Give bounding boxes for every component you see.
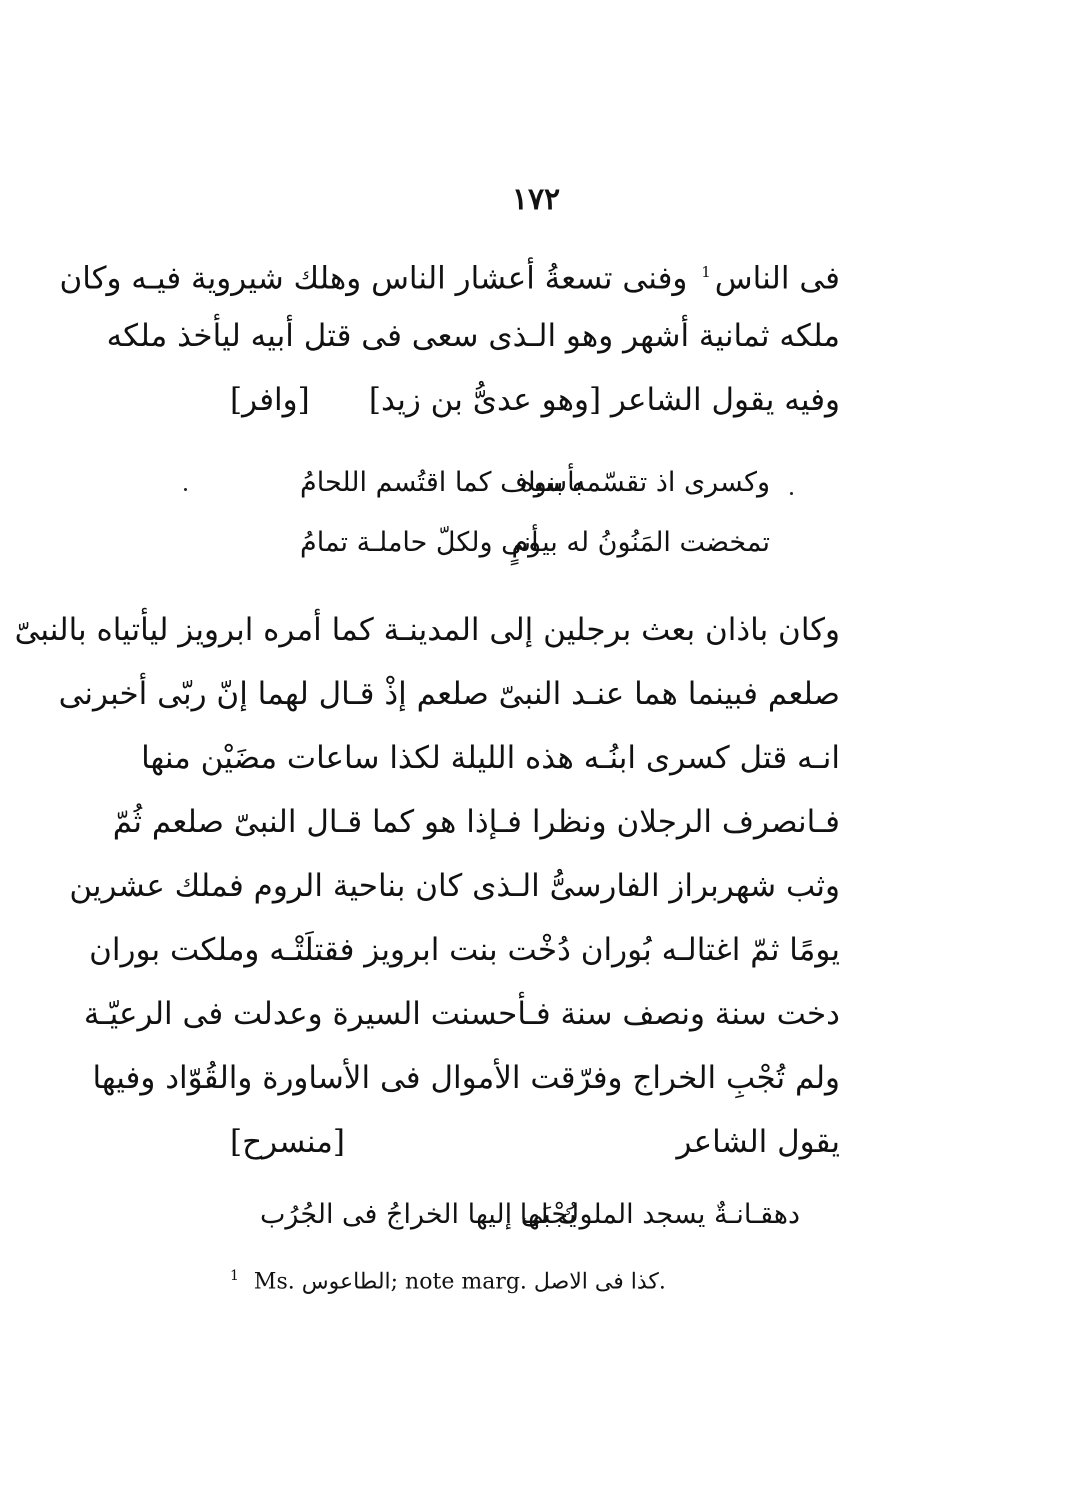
- footnote-reference: 1: [701, 263, 711, 281]
- paragraph-1-line-1: [59, 240, 840, 304]
- paragraph-2-line: وكان باذان بعث برجلين إلى المدينـة كما أمره ابرويز ليأتياه بالنبىّ: [14, 612, 840, 648]
- verse-2-first-hemistich: تمخضت المَنُونُ له بيومٍ: [511, 527, 770, 558]
- paragraph-2-line: دخت سنة ونصف سنة فـأحسنت السيرة وعدلت فى الرعيّـة: [83, 996, 840, 1032]
- paragraph-2: [14, 598, 840, 1174]
- footnote-end: .: [658, 1269, 666, 1295]
- paragraph-2-line: فـانصرف الرجلان ونظرا فـإذا هو كما قـال النبىّ صلعم ثُمّ: [112, 804, 840, 840]
- stray-mark: [790, 492, 793, 495]
- footnote-mark: 1: [230, 1268, 239, 1284]
- paragraph-2-line: يومًا ثمّ اغتالـه بُوران دُخْت بنت ابرويز فقتلَتْـه وملكت بوران: [89, 932, 840, 968]
- paragraph-1-line-1-rest: وفنى تسعةُ أعشار الناس وهلك شيروية فيـه وكان: [59, 260, 688, 297]
- verse-line-1: [240, 458, 770, 508]
- meter-label-munsarih: [منسرح]: [230, 1124, 345, 1160]
- paragraph-1-line-2: ملكه ثمانية أشهر وهو الـذى سعى فى قتل أبيه ليأخذ ملكه: [106, 318, 840, 354]
- footnote-arabic-word: الطاعوس: [301, 1269, 391, 1295]
- paragraph-2-line: صلعم فبينما هما عنـد النبىّ صلعم إذْ قـال لهما إنّ ربّى أخبرنى: [58, 676, 840, 712]
- footnote-ms: Ms.: [253, 1269, 295, 1295]
- verse-1-first-hemistich: وكسرى اذ تقسّمه بنوه: [519, 467, 770, 498]
- meter-label-wafir: [وافر]: [230, 382, 310, 418]
- paragraph-2-line: انـه قتل كسرى ابنُـه هذه الليلة لكذا ساعات مضَيْن منها: [141, 740, 840, 776]
- paragraph-1-line-3: [230, 368, 840, 432]
- footnote-arabic-note: كذا فى الاصل: [533, 1269, 659, 1295]
- verse-2-second-hemistich: أنى ولكلّ حاملـة تمامُ: [300, 527, 539, 558]
- paragraph-2-line: ولم تُجْبِ الخراج وفرّقت الأموال فى الأساورة والقُوّاد وفيها: [92, 1060, 840, 1096]
- paragraph-2-last-line-text: يقول الشاعر: [676, 1124, 840, 1160]
- paragraph-1-line-3-text: وفيه يقول الشاعر [وهو عدىُّ بن زيد]: [368, 382, 840, 418]
- footnote: [230, 1268, 666, 1294]
- stray-mark: [184, 488, 187, 491]
- verse-3-second-hemistich: يُجْبَى إليها الخراجُ فى الجُرُب: [260, 1199, 577, 1230]
- verse-3-first-hemistich: دهقـانـةٌ يسجد الملوك لها: [519, 1199, 800, 1230]
- verse-line-2: [240, 518, 770, 568]
- paragraph-1-line-1-start: فى الناس: [714, 260, 840, 297]
- paragraph-2-line: وثب شهربراز الفارسىُّ الـذى كان بناحية الروم فملك عشرين: [69, 868, 840, 904]
- verse-line-3: [240, 1190, 800, 1240]
- page-number: ١٧٢: [511, 182, 561, 217]
- paragraph-1: [59, 240, 840, 432]
- verse-1-second-hemistich: بأسياف كما اقتُسم اللحامُ: [300, 467, 583, 498]
- paragraph-2-last-line: [230, 1110, 840, 1174]
- footnote-note-marg: ; note marg.: [390, 1269, 527, 1295]
